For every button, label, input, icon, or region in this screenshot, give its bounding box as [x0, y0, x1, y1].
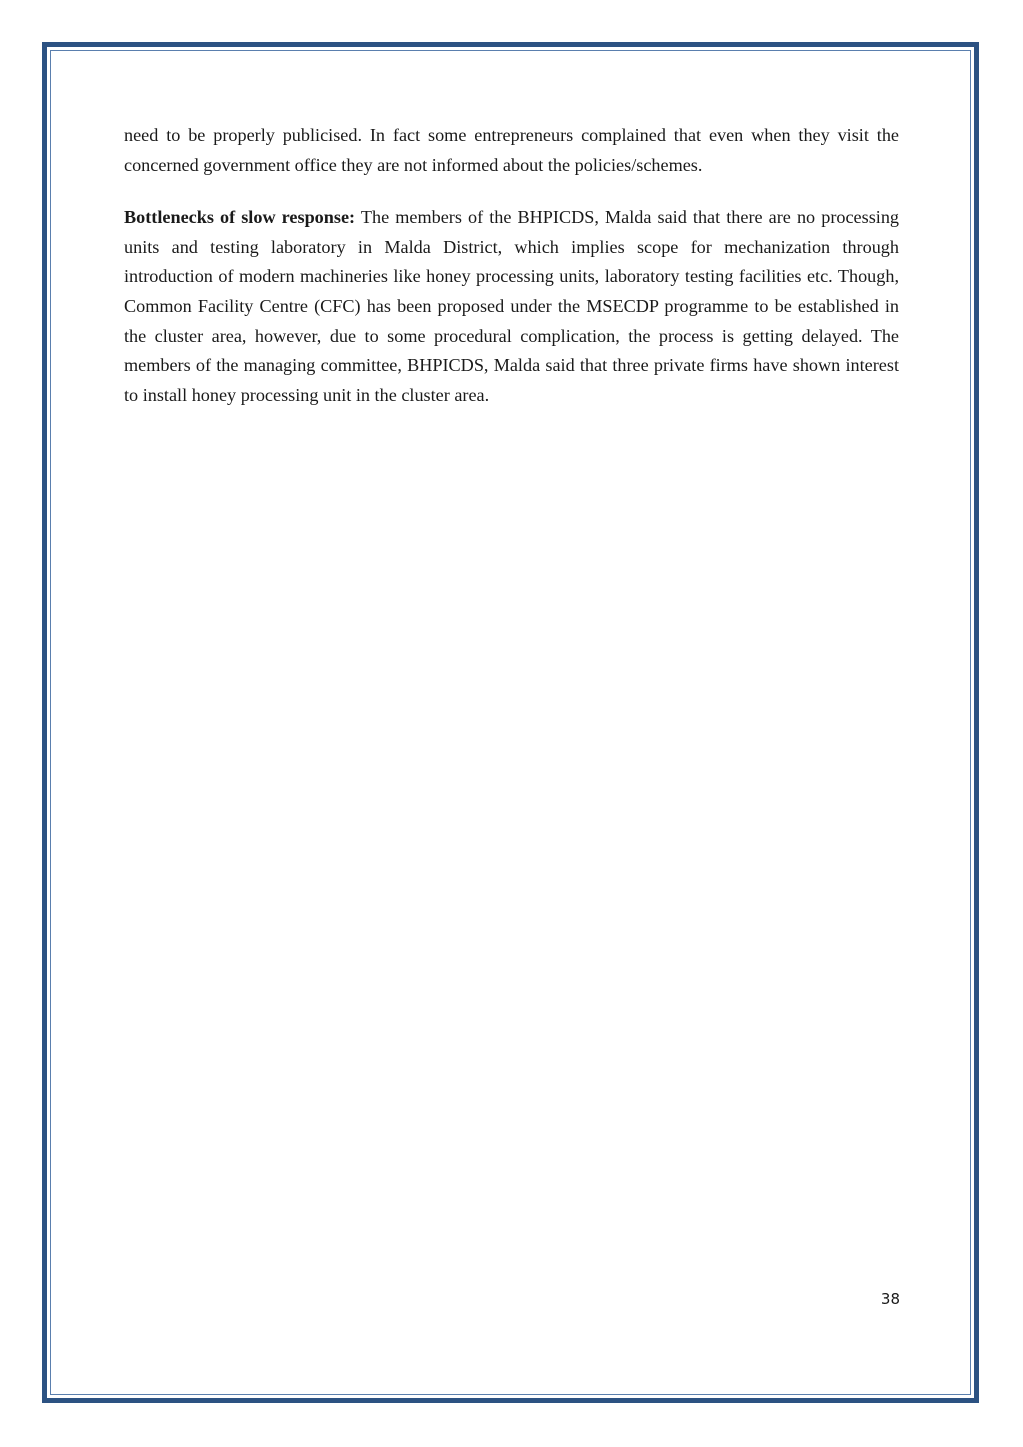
paragraph-continuation: [124, 121, 899, 180]
paragraph-text: The members of the BHPICDS, Malda said that there are no processing units and testing laboratory in Malda District, which implies scope for mechanization through introduction of modern machineries like honey processing units, laboratory testing facilities etc. Though, Common Facility Centre (CFC) has been proposed under the MSECDP programme to be established in the cluster area, however, due to some procedural complication, the process is getting delayed. The members of the managing committee, BHPICDS, Malda said that three private firms have shown interest to install honey processing unit in the cluster area.: [124, 207, 900, 405]
page-number: 38: [880, 1290, 900, 1308]
paragraph-text: need to be properly publicised. In fact some entrepreneurs complained that even when they visit the concerned government office they are not informed about the policies/schemes.: [124, 125, 899, 175]
paragraph-bottlenecks: [124, 203, 899, 410]
paragraph-heading: Bottlenecks of slow response:: [124, 207, 356, 228]
document-body: [124, 121, 899, 433]
